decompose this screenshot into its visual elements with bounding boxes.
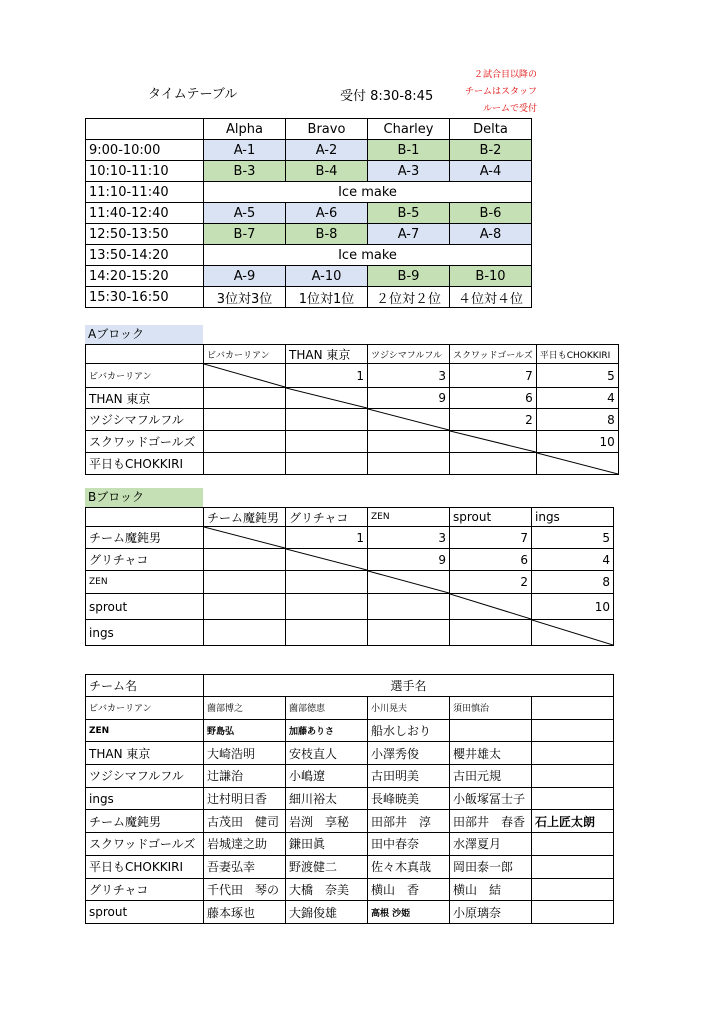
diagonal-line xyxy=(537,453,618,474)
match-number: 8 xyxy=(532,571,614,594)
note-line: ２試合目以降の xyxy=(473,70,537,80)
roster-team: グリチャコ xyxy=(86,878,204,901)
player-name xyxy=(532,742,614,765)
match-number xyxy=(204,431,286,453)
roster-team: 平日もCHOKKIRI xyxy=(86,855,204,878)
match-cell: A-9 xyxy=(204,266,286,287)
block-row xyxy=(86,549,614,571)
roster-table xyxy=(85,674,614,924)
match-cell: B-5 xyxy=(368,203,450,224)
match-cell: A-8 xyxy=(450,224,532,245)
player-name: 野渡健二 xyxy=(286,855,368,878)
time-slot: 11:10-11:40 xyxy=(86,182,204,203)
match-number xyxy=(204,453,286,475)
roster-team: ings xyxy=(86,787,204,810)
match-number: 5 xyxy=(536,364,618,388)
diagonal-cell xyxy=(204,364,286,388)
match-number xyxy=(204,571,286,594)
block-row xyxy=(86,527,614,549)
match-number: 9 xyxy=(368,388,450,409)
player-name xyxy=(532,787,614,810)
diagonal-cell xyxy=(368,571,450,594)
player-name: 水澤夏月 xyxy=(450,833,532,856)
ice-make: Ice make xyxy=(204,182,532,203)
timetable-row xyxy=(86,161,532,182)
match-cell: B-8 xyxy=(286,224,368,245)
match-number xyxy=(368,594,450,620)
match-number xyxy=(204,409,286,431)
block-row xyxy=(86,409,619,431)
block-team-header: ツジシマフルフル xyxy=(368,345,450,364)
block-team-header: チーム魔鈍男 xyxy=(204,508,286,527)
player-name: 横山 香 xyxy=(368,878,450,901)
roster-row xyxy=(86,765,614,788)
match-number xyxy=(368,453,450,475)
player-name: 大橋 奈美 xyxy=(286,878,368,901)
player-name: 細川裕太 xyxy=(286,787,368,810)
diagonal-cell xyxy=(204,527,286,549)
match-cell: A-4 xyxy=(450,161,532,182)
block-team-header: ZEN xyxy=(368,508,450,527)
player-name: 須田慎治 xyxy=(450,697,532,720)
diagonal-line xyxy=(204,527,285,548)
diagonal-cell xyxy=(368,409,450,431)
roster-row xyxy=(86,787,614,810)
time-slot: 14:20-15:20 xyxy=(86,266,204,287)
player-name xyxy=(532,901,614,924)
timetable-row xyxy=(86,203,532,224)
block-team-name: ings xyxy=(86,620,204,646)
player-name: 田中春奈 xyxy=(368,833,450,856)
roster-row xyxy=(86,901,614,924)
time-slot: 15:30-16:50 xyxy=(86,287,204,308)
match-number xyxy=(368,620,450,646)
diagonal-line xyxy=(532,620,613,645)
player-name: 田部井 淳 xyxy=(368,810,450,833)
match-cell: ２位対２位 xyxy=(368,287,450,308)
player-name: 佐々木真哉 xyxy=(368,855,450,878)
roster-team: チーム魔鈍男 xyxy=(86,810,204,833)
block-b-label: Bブロック xyxy=(85,488,203,507)
player-name: 野島弘 xyxy=(204,719,286,742)
player-name: 小川晃夫 xyxy=(368,697,450,720)
note-line: ルームで受付 xyxy=(482,104,537,114)
player-name: 大崎浩明 xyxy=(204,742,286,765)
player-name: 長峰暁美 xyxy=(368,787,450,810)
timetable-row xyxy=(86,287,532,308)
block-team-name: チーム魔鈍男 xyxy=(86,527,204,549)
timetable-row xyxy=(86,182,532,203)
player-name: 横山 結 xyxy=(450,878,532,901)
block-team-name: スクワッドゴールズ xyxy=(86,431,204,453)
player-name: 小澤秀俊 xyxy=(368,742,450,765)
player-name: 船水しおり xyxy=(368,719,450,742)
block-team-header: グリチャコ xyxy=(286,508,368,527)
block-row xyxy=(86,571,614,594)
match-number: 2 xyxy=(450,409,537,431)
match-number: 3 xyxy=(368,527,450,549)
match-number xyxy=(204,594,286,620)
time-slot: 13:50-14:20 xyxy=(86,245,204,266)
roster-team: ツジシマフルフル xyxy=(86,765,204,788)
block-row xyxy=(86,594,614,620)
block-corner xyxy=(86,508,204,527)
match-number: 9 xyxy=(368,549,450,571)
match-cell: A-6 xyxy=(286,203,368,224)
timetable-row xyxy=(86,245,532,266)
player-name: 岩城達之助 xyxy=(204,833,286,856)
timetable xyxy=(85,118,532,308)
roster-row xyxy=(86,878,614,901)
player-name: 薗部徳恵 xyxy=(286,697,368,720)
roster-row xyxy=(86,719,614,742)
player-name xyxy=(532,697,614,720)
diagonal-line xyxy=(286,388,367,408)
match-number xyxy=(286,409,368,431)
diagonal-cell xyxy=(286,388,368,409)
match-number: 3 xyxy=(368,364,450,388)
match-cell: B-1 xyxy=(368,140,450,161)
player-name: 吾妻弘幸 xyxy=(204,855,286,878)
player-name xyxy=(532,855,614,878)
player-name: 石上匠太朗 xyxy=(532,810,614,833)
roster-players-header: 選手名 xyxy=(204,675,614,697)
player-name: 大錦俊雄 xyxy=(286,901,368,924)
diagonal-line xyxy=(450,431,536,452)
match-number: 8 xyxy=(536,409,618,431)
time-slot: 12:50-13:50 xyxy=(86,224,204,245)
match-number xyxy=(286,594,368,620)
roster-row xyxy=(86,742,614,765)
block-row xyxy=(86,620,614,646)
diagonal-line xyxy=(368,571,449,593)
block-team-name: THAN 東京 xyxy=(86,388,204,409)
match-cell: 3位対3位 xyxy=(204,287,286,308)
roster-team: ZEN xyxy=(86,719,204,742)
match-cell: A-10 xyxy=(286,266,368,287)
diagonal-cell xyxy=(532,620,614,646)
roster-row xyxy=(86,697,614,720)
match-cell: B-9 xyxy=(368,266,450,287)
block-team-name: 平日もCHOKKIRI xyxy=(86,453,204,475)
player-name xyxy=(532,833,614,856)
block-team-name: ツジシマフルフル xyxy=(86,409,204,431)
timetable-row xyxy=(86,266,532,287)
player-name: 藤本琢也 xyxy=(204,901,286,924)
diagonal-cell xyxy=(286,549,368,571)
block-team-header: スクワッドゴールズ xyxy=(450,345,537,364)
match-number xyxy=(286,571,368,594)
match-number: 7 xyxy=(450,527,532,549)
match-number xyxy=(368,431,450,453)
match-number xyxy=(204,620,286,646)
match-number xyxy=(286,453,368,475)
timetable-row xyxy=(86,224,532,245)
diagonal-line xyxy=(450,594,531,619)
roster-row xyxy=(86,810,614,833)
block-team-name: sprout xyxy=(86,594,204,620)
roster-row xyxy=(86,855,614,878)
match-cell: B-10 xyxy=(450,266,532,287)
match-number: 6 xyxy=(450,549,532,571)
match-number: 4 xyxy=(536,388,618,409)
sheet-header: Charley xyxy=(368,119,450,140)
block-a-label: Aブロック xyxy=(85,325,203,344)
roster-team: スクワッドゴールズ xyxy=(86,833,204,856)
roster-row xyxy=(86,833,614,856)
block-team-header: sprout xyxy=(450,508,532,527)
match-number xyxy=(286,620,368,646)
block-team-name: ビバカーリアン xyxy=(86,364,204,388)
sheet-header: Bravo xyxy=(286,119,368,140)
player-name: 鎌田眞 xyxy=(286,833,368,856)
ice-make: Ice make xyxy=(204,245,532,266)
player-name xyxy=(450,719,532,742)
block-row xyxy=(86,364,619,388)
reception-note xyxy=(455,67,537,118)
block-team-header: THAN 東京 xyxy=(286,345,368,364)
match-number: 7 xyxy=(450,364,537,388)
roster-team-header: チーム名 xyxy=(86,675,204,697)
match-number: 2 xyxy=(450,571,532,594)
block-team-header: ings xyxy=(532,508,614,527)
player-name: 櫻井雄太 xyxy=(450,742,532,765)
player-name: 辻謙治 xyxy=(204,765,286,788)
player-name xyxy=(532,765,614,788)
player-name: 安枝直人 xyxy=(286,742,368,765)
player-name: 岩渕 享秘 xyxy=(286,810,368,833)
block-team-name: ZEN xyxy=(86,571,204,594)
player-name: 加藤ありさ xyxy=(286,719,368,742)
player-name: 岡田泰一郎 xyxy=(450,855,532,878)
page-title: タイムテーブル xyxy=(148,87,238,102)
block-row xyxy=(86,453,619,475)
player-name: 辻村明日香 xyxy=(204,787,286,810)
block-team-header: ビバカーリアン xyxy=(204,345,286,364)
player-name: 千代田 琴の xyxy=(204,878,286,901)
player-name: 薗部博之 xyxy=(204,697,286,720)
match-cell: B-2 xyxy=(450,140,532,161)
sheet-header: Alpha xyxy=(204,119,286,140)
player-name: 高根 沙姫 xyxy=(368,901,450,924)
match-number xyxy=(450,620,532,646)
block-corner xyxy=(86,345,204,364)
match-number: 10 xyxy=(532,594,614,620)
reception-time: 受付 8:30-8:45 xyxy=(340,89,434,104)
player-name: 小飯塚冨士子 xyxy=(450,787,532,810)
roster-team: THAN 東京 xyxy=(86,742,204,765)
player-name: 小嶋遼 xyxy=(286,765,368,788)
player-name xyxy=(532,878,614,901)
match-number: 6 xyxy=(450,388,537,409)
diagonal-cell xyxy=(536,453,618,475)
diagonal-cell xyxy=(450,594,532,620)
match-cell: A-7 xyxy=(368,224,450,245)
match-cell: ４位対４位 xyxy=(450,287,532,308)
match-cell: A-3 xyxy=(368,161,450,182)
block-team-header: 平日もCHOKKIRI xyxy=(536,345,618,364)
match-number xyxy=(450,453,537,475)
timetable-row xyxy=(86,140,532,161)
block-row xyxy=(86,431,619,453)
match-number: 1 xyxy=(286,527,368,549)
match-cell: 1位対1位 xyxy=(286,287,368,308)
player-name: 小原璃奈 xyxy=(450,901,532,924)
match-number xyxy=(204,549,286,571)
time-slot: 10:10-11:10 xyxy=(86,161,204,182)
match-cell: B-3 xyxy=(204,161,286,182)
block-a-table xyxy=(85,344,619,475)
player-name xyxy=(532,719,614,742)
block-b-table xyxy=(85,507,614,646)
block-row xyxy=(86,388,619,409)
player-name: 田部井 春香 xyxy=(450,810,532,833)
time-slot: 9:00-10:00 xyxy=(86,140,204,161)
note-line: チームはスタッフ xyxy=(464,87,537,97)
timetable-header-row xyxy=(86,119,532,140)
match-number: 10 xyxy=(536,431,618,453)
match-cell: A-1 xyxy=(204,140,286,161)
match-cell: A-2 xyxy=(286,140,368,161)
match-number xyxy=(286,431,368,453)
roster-team: sprout xyxy=(86,901,204,924)
match-number xyxy=(204,388,286,409)
match-cell: A-5 xyxy=(204,203,286,224)
sheet-header: Delta xyxy=(450,119,532,140)
match-cell: B-6 xyxy=(450,203,532,224)
roster-team: ビバカーリアン xyxy=(86,697,204,720)
match-number: 1 xyxy=(286,364,368,388)
diagonal-cell xyxy=(450,431,537,453)
match-cell: B-4 xyxy=(286,161,368,182)
timetable-corner xyxy=(86,119,204,140)
player-name: 古田元規 xyxy=(450,765,532,788)
block-team-name: グリチャコ xyxy=(86,549,204,571)
block-header-row xyxy=(86,508,614,527)
block-header-row xyxy=(86,345,619,364)
diagonal-line xyxy=(368,409,449,430)
match-number: 5 xyxy=(532,527,614,549)
diagonal-line xyxy=(204,364,285,387)
player-name: 古田明美 xyxy=(368,765,450,788)
roster-header-row xyxy=(86,675,614,697)
player-name: 古茂田 健司 xyxy=(204,810,286,833)
match-cell: B-7 xyxy=(204,224,286,245)
diagonal-line xyxy=(286,549,367,570)
match-number: 4 xyxy=(532,549,614,571)
time-slot: 11:40-12:40 xyxy=(86,203,204,224)
